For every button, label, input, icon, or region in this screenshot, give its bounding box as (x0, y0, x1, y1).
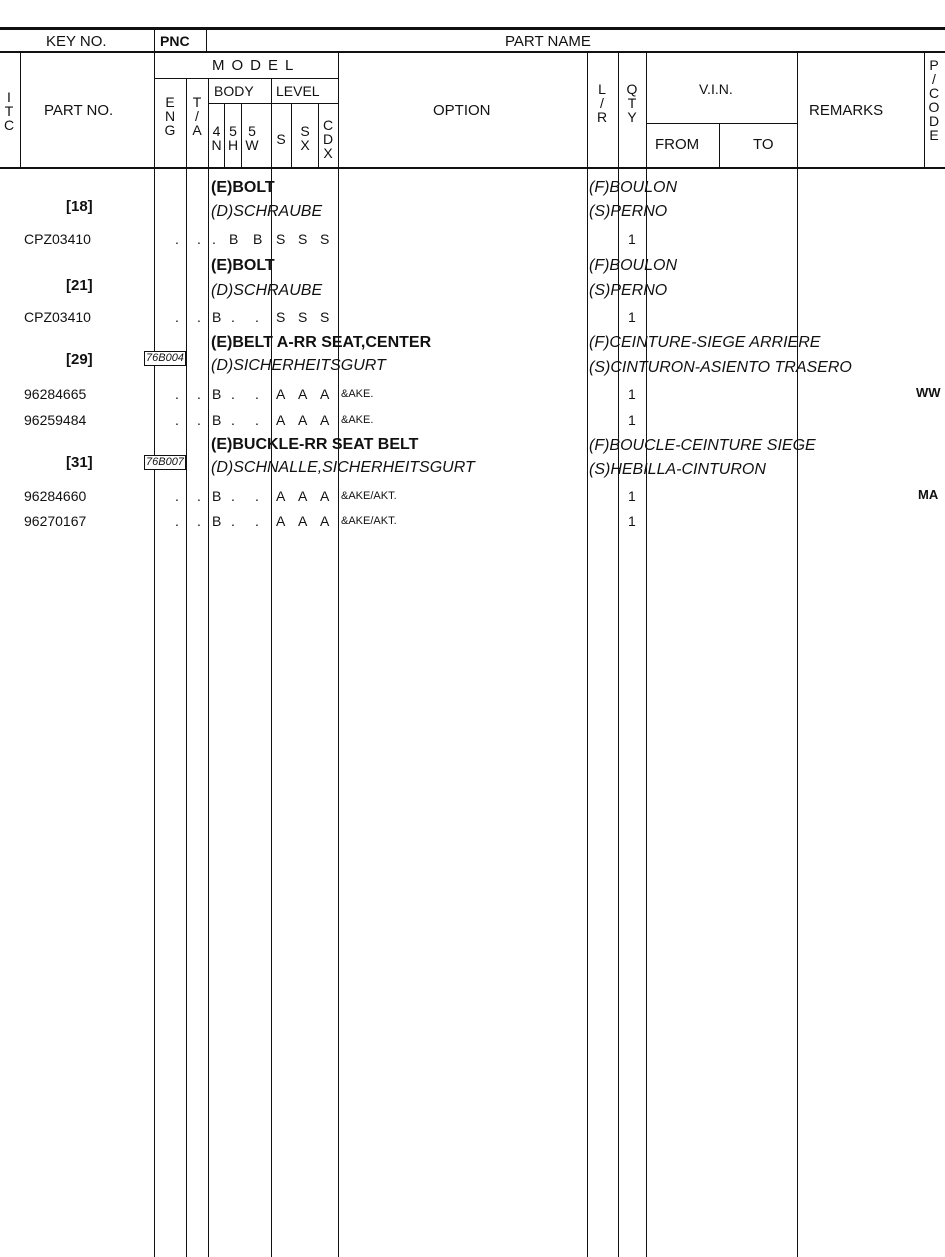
vline-lr-qty (618, 53, 619, 1257)
option-cell: &AKE/AKT. (341, 490, 397, 502)
body-5w-cell: . (255, 513, 259, 529)
header-remarks: REMARKS (809, 102, 884, 119)
header-part-no: PART NO. (44, 102, 114, 119)
part-number: 96284660 (24, 488, 87, 504)
level-sx-cell: A (298, 386, 308, 402)
key-number: [18] (66, 198, 93, 215)
name-french: (F)BOULON (589, 179, 677, 196)
vline-ta-body (208, 78, 209, 1257)
level-sx-cell: A (298, 412, 308, 428)
body-4n-cell: B (212, 412, 222, 428)
name-french: (F)CEINTURE-SIEGE ARRIERE (589, 334, 821, 351)
part-number: CPZ03410 (24, 231, 91, 247)
level-cdx-cell: A (320, 488, 330, 504)
name-english: (E)BUCKLE-RR SEAT BELT (211, 436, 419, 453)
part-number: 96259484 (24, 412, 87, 428)
name-french: (F)BOULON (589, 257, 677, 274)
level-sx-cell: A (298, 513, 308, 529)
header-level-s: S (276, 131, 286, 147)
vline-qty-vin (646, 53, 647, 1257)
key-number: [31] (66, 454, 93, 471)
level-cdx-cell: A (320, 412, 330, 428)
name-english: (E)BOLT (211, 257, 275, 274)
name-german: (D)SCHNALLE,SICHERHEITSGURT (211, 459, 475, 476)
ta-cell: . (197, 412, 201, 428)
body-4n-cell: B (212, 513, 222, 529)
name-english: (E)BOLT (211, 179, 275, 196)
level-s-cell: S (276, 309, 286, 325)
header-level: LEVEL (276, 83, 320, 99)
body-5h-cell: . (231, 386, 235, 402)
header-level-sx: S X (300, 123, 310, 153)
body-5w-cell: B (253, 231, 263, 247)
vline-key-pnc-top (154, 30, 155, 52)
option-cell: &AKE. (341, 388, 374, 400)
name-german: (D)SCHRAUBE (211, 282, 323, 299)
name-french: (F)BOUCLE-CEINTURE SIEGE (589, 437, 816, 454)
body-4n-cell: B (212, 488, 222, 504)
pnc-code: 76B004 (146, 352, 184, 364)
header-body-5w: 5 W (245, 123, 259, 153)
eng-cell: . (175, 231, 179, 247)
part-number: 96270167 (24, 513, 87, 529)
part-number: CPZ03410 (24, 309, 91, 325)
level-s-cell: A (276, 412, 286, 428)
model-line (154, 78, 338, 79)
vline-pnc-left (154, 53, 155, 1257)
level-sx-cell: S (298, 309, 308, 325)
ta-cell: . (197, 231, 201, 247)
eng-cell: . (175, 412, 179, 428)
body-5h-cell: B (229, 231, 239, 247)
eng-cell: . (175, 488, 179, 504)
option-cell: &AKE/AKT. (341, 515, 397, 527)
vline-level-s-sx (291, 103, 292, 168)
header-body: BODY (214, 83, 254, 99)
body-4n-cell: . (212, 231, 216, 247)
vline-pnc-partname (206, 30, 207, 52)
name-spanish: (S)CINTURON-ASIENTO TRASERO (589, 359, 852, 376)
eng-cell: . (175, 309, 179, 325)
vline-vin-remarks (797, 53, 798, 1257)
body-4n-cell: B (212, 309, 222, 325)
ta-cell: . (197, 386, 201, 402)
part-number: 96284665 (24, 386, 87, 402)
ta-cell: . (197, 513, 201, 529)
level-cdx-cell: S (320, 309, 330, 325)
vline-remarks-pcode (924, 53, 925, 168)
qty-cell: 1 (628, 488, 636, 504)
ta-cell: . (197, 488, 201, 504)
vline-eng-ta (186, 78, 187, 1257)
header-option: OPTION (433, 102, 491, 119)
body-5w-cell: . (255, 488, 259, 504)
header-model: MODEL (212, 57, 301, 74)
pcode-cell: MA (918, 487, 939, 502)
header-body-4n: 4 N (211, 123, 222, 153)
header-key-no: KEY NO. (46, 33, 107, 50)
level-s-cell: A (276, 386, 286, 402)
body-5w-cell: . (255, 309, 259, 325)
header-qty: Q T Y (626, 81, 638, 125)
vline-body-level (271, 78, 272, 1257)
name-spanish: (S)HEBILLA-CINTURON (589, 461, 766, 478)
header-itc: I T C (3, 89, 15, 133)
header-part-name: PART NAME (505, 33, 591, 50)
body-4n-cell: B (212, 386, 222, 402)
header-eng: E N G (164, 94, 176, 138)
header-lr: L / R (596, 81, 608, 125)
name-spanish: (S)PERNO (589, 203, 668, 220)
level-s-cell: A (276, 513, 286, 529)
ta-cell: . (197, 309, 201, 325)
header-body-5h: 5 H (227, 123, 239, 153)
vline-vin-from-to (719, 123, 720, 168)
qty-cell: 1 (628, 412, 636, 428)
pnc-code: 76B007 (146, 456, 184, 468)
eng-cell: . (175, 386, 179, 402)
header-ta: T / A (192, 94, 202, 138)
body-5h-cell: . (231, 488, 235, 504)
level-s-cell: S (276, 231, 286, 247)
qty-cell: 1 (628, 386, 636, 402)
pcode-cell: WW (916, 385, 941, 400)
level-sx-cell: S (298, 231, 308, 247)
body-5w-cell: . (255, 386, 259, 402)
qty-cell: 1 (628, 513, 636, 529)
body-5h-cell: . (231, 513, 235, 529)
level-cdx-cell: S (320, 231, 330, 247)
header-vin-from: FROM (655, 136, 700, 153)
name-english: (E)BELT A-RR SEAT,CENTER (211, 334, 432, 351)
vin-split-line (646, 123, 797, 124)
name-german: (D)SCHRAUBE (211, 203, 323, 220)
header-row1-line (0, 51, 945, 53)
body-5h-cell: . (231, 412, 235, 428)
header-pnc: PNC (160, 33, 190, 49)
header-vin: V.I.N. (699, 81, 733, 97)
key-number: [21] (66, 277, 93, 294)
header-bottom-line (0, 167, 945, 169)
level-s-cell: A (276, 488, 286, 504)
qty-cell: 1 (628, 309, 636, 325)
body-5h-cell: . (231, 309, 235, 325)
header-vin-to: TO (753, 136, 774, 153)
name-spanish: (S)PERNO (589, 282, 668, 299)
vline-level-option (338, 53, 339, 1257)
key-number: [29] (66, 351, 93, 368)
level-sx-cell: A (298, 488, 308, 504)
vline-itc (20, 53, 21, 168)
level-cdx-cell: A (320, 386, 330, 402)
body-5w-cell: . (255, 412, 259, 428)
name-german: (D)SICHERHEITSGURT (211, 357, 386, 374)
header-level-cdx: C D X (322, 117, 334, 161)
option-cell: &AKE. (341, 414, 374, 426)
top-border (0, 27, 945, 30)
eng-cell: . (175, 513, 179, 529)
qty-cell: 1 (628, 231, 636, 247)
header-pcode: P / C O D E (928, 57, 940, 143)
level-cdx-cell: A (320, 513, 330, 529)
vline-option-lr (587, 53, 588, 1257)
